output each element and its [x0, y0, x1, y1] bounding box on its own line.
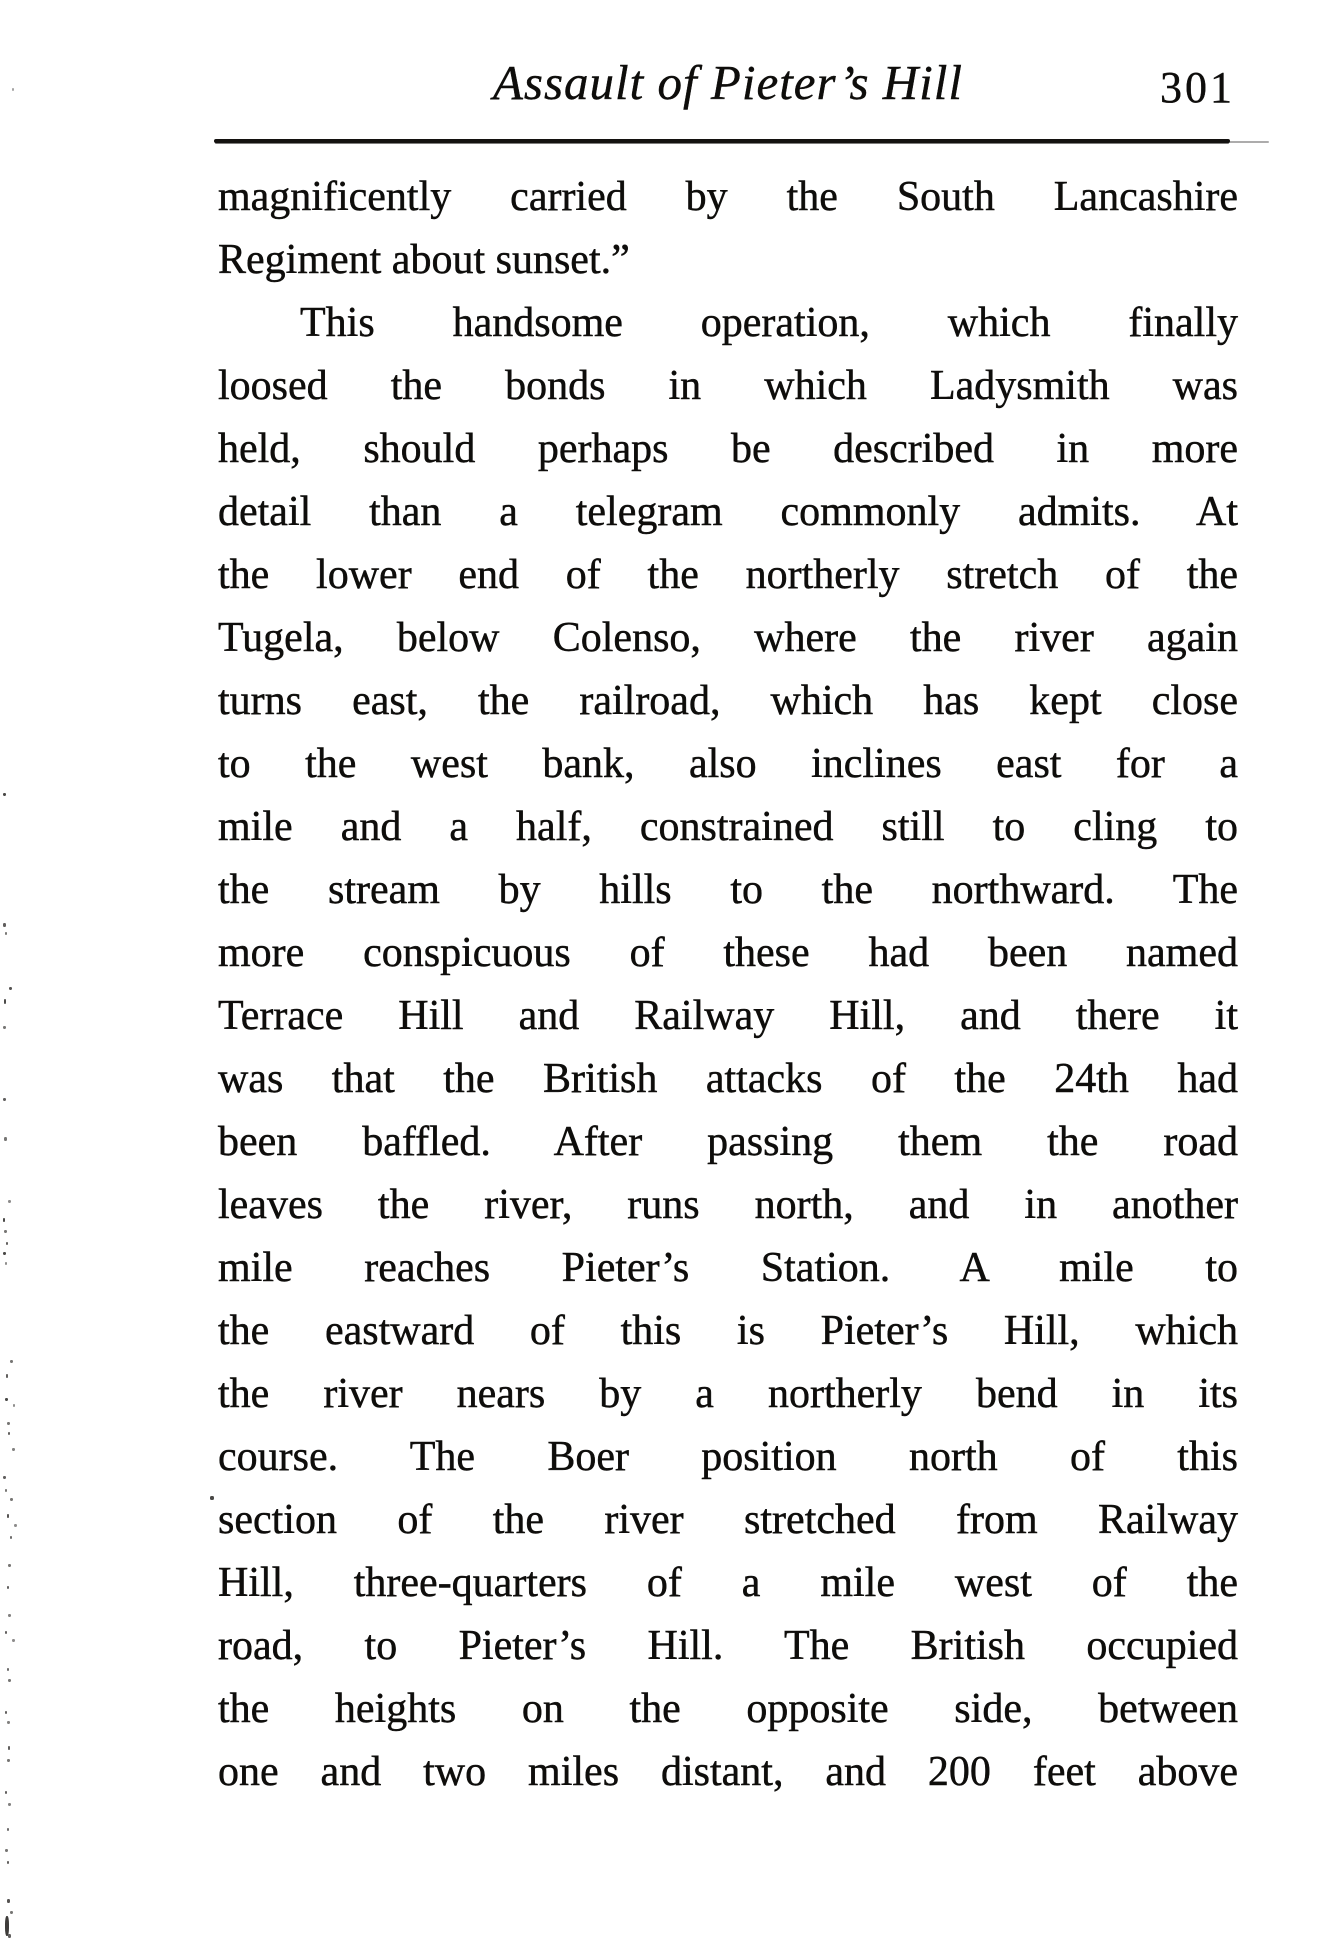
text-line: detail than a telegram commonly admits. At — [218, 489, 1238, 535]
text-line: Hill, three-quarters of a mile west of the — [218, 1560, 1238, 1606]
scan-speck — [5, 1631, 7, 1634]
scan-speck — [3, 793, 6, 796]
scan-speck — [8, 1746, 10, 1750]
scan-speck — [5, 1849, 8, 1852]
scan-speck — [3, 1252, 6, 1255]
scan-speck — [7, 1861, 9, 1864]
text-line: mile reaches Pieter’s Station. A mile to — [218, 1245, 1238, 1291]
text-line: course. The Boer position north of this — [218, 1434, 1238, 1480]
text-line: Regiment about sunset.” — [218, 237, 630, 283]
scan-speck — [6, 1242, 8, 1245]
running-head-title: Assault of Pieter’s Hill — [492, 55, 963, 110]
scan-speck — [5, 1262, 7, 1265]
scan-speck — [3, 1026, 6, 1029]
scan-speck — [12, 88, 14, 91]
scan-speck — [7, 1721, 10, 1724]
text-line: the river nears by a northerly bend in its — [218, 1371, 1238, 1417]
text-line: leaves the river, runs north, and in another — [218, 1182, 1238, 1228]
text-line: been baffled. After passing them the road — [218, 1119, 1238, 1165]
text-line: road, to Pieter’s Hill. The British occupied — [218, 1623, 1238, 1669]
scan-speck — [7, 1422, 10, 1425]
scan-speck — [7, 1668, 9, 1671]
scan-speck — [13, 1404, 15, 1407]
text-line: more conspicuous of these had been named — [218, 930, 1238, 976]
scan-speck — [5, 1711, 7, 1714]
text-line: one and two miles distant, and 200 feet above — [218, 1749, 1238, 1795]
text-line: turns east, the railroad, which has kept close — [218, 678, 1238, 724]
scan-speck — [4, 999, 6, 1004]
scan-speck — [5, 1916, 9, 1936]
scan-speck — [8, 1803, 11, 1806]
scan-speck — [10, 1911, 13, 1914]
text-line: the eastward of this is Pieter’s Hill, which — [218, 1308, 1238, 1354]
scan-speck — [8, 1934, 11, 1938]
header-rule — [214, 139, 1230, 143]
scan-speck — [10, 1360, 13, 1363]
scan-speck — [5, 1489, 7, 1492]
scan-speck — [14, 1524, 17, 1527]
scan-speck — [10, 1536, 12, 1539]
scan-speck — [5, 1398, 8, 1401]
scan-speck — [6, 1374, 8, 1378]
text-line: section of the river stretched from Railway — [218, 1497, 1238, 1543]
scan-speck — [7, 1759, 10, 1762]
text-line: the heights on the opposite side, between — [218, 1686, 1238, 1732]
text-block — [218, 166, 1238, 1804]
text-line: was that the British attacks of the 24th had — [218, 1056, 1238, 1102]
text-line: to the west bank, also inclines east for a — [218, 741, 1238, 787]
text-line: the stream by hills to the northward. The — [218, 867, 1238, 913]
text-line: mile and a half, constrained still to cling to — [218, 804, 1238, 850]
scan-speck — [8, 1564, 11, 1567]
scan-speck — [5, 932, 7, 935]
scan-speck — [9, 987, 12, 990]
scan-speck — [7, 1828, 9, 1831]
scan-speck — [3, 1476, 6, 1479]
scan-speck — [4, 1230, 7, 1233]
text-line: held, should perhaps be described in more — [218, 426, 1238, 472]
scan-speck — [8, 1614, 11, 1617]
scan-speck — [8, 1679, 11, 1682]
page-number: 301 — [1160, 63, 1235, 112]
scan-speck — [8, 1200, 11, 1203]
text-line: the lower end of the northerly stretch of the — [218, 552, 1238, 598]
text-line: loosed the bonds in which Ladysmith was — [218, 363, 1238, 409]
text-line: magnificently carried by the South Lancashire — [218, 174, 1238, 220]
scan-speck — [3, 923, 6, 927]
scan-speck — [12, 1448, 15, 1451]
scan-speck — [12, 1639, 15, 1642]
scan-speck — [7, 1586, 9, 1589]
scan-speck — [3, 1218, 5, 1222]
scan-speck — [8, 1432, 10, 1435]
scan-speck — [3, 1098, 6, 1101]
scan-speck — [4, 1137, 7, 1141]
scan-speck — [210, 1496, 214, 1500]
scan-speck — [7, 1514, 9, 1518]
scan-speck — [7, 1899, 10, 1903]
text-line: This handsome operation, which finally — [300, 300, 1238, 346]
text-line: Tugela, below Colenso, where the river again — [218, 615, 1238, 661]
scan-speck — [5, 1791, 7, 1794]
scan-speck — [10, 1498, 13, 1501]
text-line: Terrace Hill and Railway Hill, and there it — [218, 993, 1238, 1039]
